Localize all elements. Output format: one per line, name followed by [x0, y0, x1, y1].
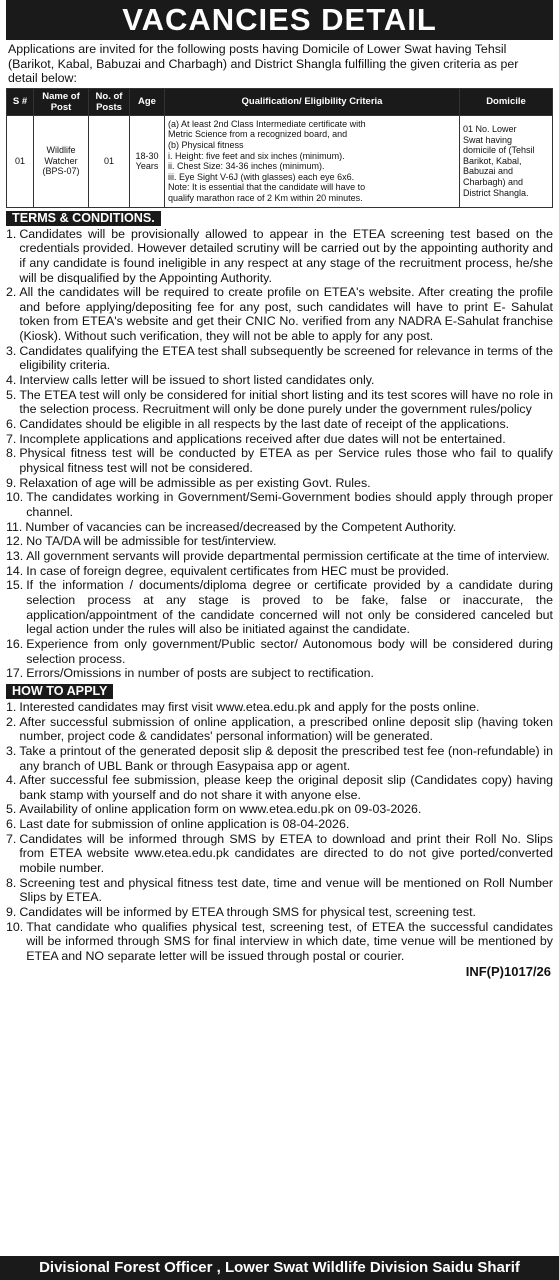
- list-item: [6, 476, 553, 491]
- page-title: VACANCIES DETAIL: [6, 0, 553, 40]
- header-no-of-posts: No. of Posts: [89, 88, 130, 115]
- list-item: [6, 227, 553, 286]
- cell-age: [130, 115, 165, 207]
- list-item: [6, 285, 553, 344]
- list-item: [6, 832, 553, 876]
- item-text: Experience from only government/Public sector/ Autonomous body will be considered during selection process.: [26, 636, 553, 666]
- item-text: Availability of online application form on www.etea.edu.pk on 09-03-2026.: [19, 802, 422, 817]
- item-text: That candidate who qualifies physical test, screening test, of ETEA the successful candidates will be informed through SMS for final interview in which date, time venue will be mentioned by ETEA and NO separate letter will be issued through postal or courier.: [26, 919, 553, 964]
- item-text: Candidates should be eligible in all respects by the last date of receipt of the applications.: [19, 417, 510, 432]
- item-number: 4.: [6, 773, 17, 788]
- item-number: 9.: [6, 905, 17, 920]
- item-number: 13.: [6, 548, 24, 563]
- item-number: 2.: [6, 714, 17, 729]
- list-item: [6, 802, 553, 817]
- list-item: [6, 432, 553, 447]
- item-number: 5.: [6, 802, 17, 817]
- footer-signature: Divisional Forest Officer , Lower Swat Wildlife Division Saidu Sharif: [0, 1256, 559, 1280]
- apply-list: [6, 700, 553, 964]
- criteria-line: (b) Physical fitness: [168, 139, 244, 150]
- item-number: 6.: [6, 817, 17, 832]
- item-number: 10.: [6, 490, 24, 505]
- domicile-line: domicile of (Tehsil: [463, 145, 535, 156]
- item-text: All government servants will provide departmental permission certificate at the time of interview.: [26, 548, 550, 563]
- criteria-line: Metric Science from a recognized board, and: [168, 129, 348, 140]
- list-item: [6, 373, 553, 388]
- list-item: [6, 666, 553, 681]
- domicile-line: District Shangla.: [463, 187, 529, 198]
- item-number: 3.: [6, 743, 17, 758]
- domicile-line: Charbagh) and: [463, 177, 524, 188]
- domicile-line: Barikot, Kabal,: [463, 155, 522, 166]
- item-text: Relaxation of age will be admissible as per existing Govt. Rules.: [19, 475, 371, 490]
- item-text: Number of vacancies can be increased/decreased by the Competent Authority.: [25, 519, 457, 534]
- list-item: [6, 744, 553, 773]
- list-item: [6, 564, 553, 579]
- list-item: [6, 817, 553, 832]
- list-item: [6, 773, 553, 802]
- item-number: 5.: [6, 387, 17, 402]
- item-number: 7.: [6, 431, 17, 446]
- item-text: Candidates will be informed by ETEA through SMS for physical test, screening test.: [19, 905, 476, 920]
- cell-post-name: [34, 115, 89, 207]
- criteria-line: (a) At least 2nd Class Intermediate certificate with: [168, 118, 366, 129]
- item-text: Screening test and physical fitness test date, time and venue will be mentioned on Roll Number Slips by ETEA.: [19, 875, 553, 905]
- list-item: [6, 876, 553, 905]
- list-item: [6, 905, 553, 920]
- criteria-line: i. Height: five feet and six inches (minimum).: [168, 150, 345, 161]
- criteria-line: ii. Chest Size: 34-36 inches (minimum).: [168, 161, 325, 172]
- item-text: Errors/Omissions in number of posts are subject to rectification.: [26, 666, 374, 681]
- terms-heading: TERMS & CONDITIONS.: [6, 211, 161, 226]
- list-item: [6, 700, 553, 715]
- list-item: [6, 637, 553, 666]
- item-text: In case of foreign degree, equivalent certificates from HEC must be provided.: [26, 563, 450, 578]
- criteria-line: qualify marathon race of 2 Km within 20 minutes.: [168, 192, 363, 203]
- table-header-row: [7, 88, 553, 115]
- criteria-line: iii. Eye Sight V-6J (with glasses) each eye 6x6.: [168, 171, 355, 182]
- terms-list: [6, 227, 553, 681]
- list-item: [6, 417, 553, 432]
- post-name: Wildlife Watcher: [44, 145, 78, 166]
- item-text: If the information / documents/diploma degree or certificate provided by a candidate during selection process at any stage is proved to be fake, false or inaccurate, the application/appointment of the candidate concerned will not only be considered canceled but legal action under the rules will also be initiated against the candidate.: [26, 578, 553, 637]
- post-scale: (BPS-07): [42, 166, 80, 177]
- item-number: 15.: [6, 578, 24, 593]
- item-number: 1.: [6, 226, 17, 241]
- table-row: [7, 115, 553, 207]
- domicile-line: Babuzai and: [463, 166, 514, 177]
- item-text: Interested candidates may first visit www.etea.edu.pk and apply for the posts online.: [19, 699, 480, 714]
- reference-number: INF(P)1017/26: [465, 963, 551, 979]
- item-number: 2.: [6, 285, 17, 300]
- apply-heading: HOW TO APPLY: [6, 684, 113, 699]
- item-text: Interview calls letter will be issued to short listed candidates only.: [19, 373, 375, 388]
- list-item: [6, 578, 553, 637]
- list-item: [6, 344, 553, 373]
- header-criteria: Qualification/ Eligibility Criteria: [165, 88, 460, 115]
- list-item: [6, 446, 553, 475]
- age-range: 18-30: [135, 150, 159, 161]
- item-number: 14.: [6, 563, 24, 578]
- item-number: 4.: [6, 373, 17, 388]
- item-text: After successful submission of online application, a prescribed online deposit slip (having token number, project code & candidates' personal information) will be generated.: [19, 714, 553, 744]
- item-number: 3.: [6, 343, 17, 358]
- list-item: [6, 520, 553, 535]
- item-text: Candidates qualifying the ETEA test shall subsequently be screened for relevance in terms of the eligibility criteria.: [19, 343, 553, 373]
- item-text: Incomplete applications and applications received after due dates will not be entertained.: [19, 431, 506, 446]
- item-number: 8.: [6, 875, 17, 890]
- list-item: [6, 549, 553, 564]
- item-text: No TA/DA will be admissible for test/interview.: [26, 534, 277, 549]
- item-number: 7.: [6, 831, 17, 846]
- item-number: 10.: [6, 919, 24, 934]
- criteria-line: Note: It is essential that the candidate will have to: [168, 182, 366, 193]
- item-number: 17.: [6, 666, 24, 681]
- item-text: After successful fee submission, please keep the original deposit slip (Candidates copy) having bank stamp with yourself and do not share it with anyone else.: [19, 773, 553, 802]
- item-text: All the candidates will be required to create profile on ETEA's website. After creating the profile and before applying/depositing fee for any post, such candidates will have to print E- Sahulat token from ETEA's website and get their CNIC No. verified from any NADRA E-Sahulat franchise (Kiosk). Without such verification, they will not be able to apply for any post.: [19, 285, 553, 344]
- item-text: Last date for submission of online application is 08-04-2026.: [19, 817, 350, 832]
- list-item: [6, 715, 553, 744]
- age-unit: Years: [135, 161, 159, 172]
- item-text: Physical fitness test will be conducted by ETEA as per Service rules those who fail to qualify physical fitness test will not be considered.: [19, 446, 553, 476]
- item-text: Candidates will be provisionally allowed to appear in the ETEA screening test based on the credentials provided. However detailed scrutiny will be carried out by the appointing authority and if any candidate is found ineligible in any respect at any stage of the recruitment process, he/she will be disqualified by the Appointing Authority.: [19, 226, 553, 285]
- list-item: [6, 388, 553, 417]
- item-number: 11.: [6, 519, 23, 534]
- header-sno: S #: [7, 88, 34, 115]
- cell-no-of-posts: 01: [89, 115, 130, 207]
- item-number: 6.: [6, 417, 17, 432]
- list-item: [6, 490, 553, 519]
- item-number: 8.: [6, 446, 17, 461]
- item-text: Take a printout of the generated deposit slip & deposit the prescribed test fee (non-refundable) in any branch of UBL Bank or through Easypaisa app or agent.: [19, 743, 553, 773]
- item-text: Candidates will be informed through SMS by ETEA to download and print their Roll No. Slips from ETEA website www.etea.edu.pk candidates are directed to do not give ported/converted mobile number.: [19, 831, 553, 876]
- item-number: 1.: [6, 699, 17, 714]
- list-item: [6, 534, 553, 549]
- header-age: Age: [130, 88, 165, 115]
- item-number: 16.: [6, 636, 24, 651]
- header-domicile: Domicile: [460, 88, 553, 115]
- item-number: 12.: [6, 534, 24, 549]
- cell-criteria: [165, 115, 460, 207]
- domicile-line: Swat having: [463, 134, 513, 145]
- list-item: [6, 920, 553, 964]
- domicile-line: 01 No. Lower: [463, 124, 517, 135]
- header-post-name: Name of Post: [34, 88, 89, 115]
- item-number: 9.: [6, 475, 17, 490]
- cell-domicile: [460, 115, 553, 207]
- item-text: The ETEA test will only be considered for initial short listing and its test scores will have no role in the selection process. Recruitment will only be done purely under the government rules/policy: [19, 387, 553, 417]
- intro-paragraph: Applications are invited for the following posts having Domicile of Lower Swat having Tehsil (Barikot, Kabal, Babuzai and Charbagh) and District Shangla fulfilling the given criteria as per detail below:: [8, 42, 519, 86]
- vacancy-table: [6, 88, 553, 208]
- cell-sno: 01: [7, 115, 34, 207]
- item-text: The candidates working in Government/Semi-Government bodies should apply through proper channel.: [26, 490, 553, 519]
